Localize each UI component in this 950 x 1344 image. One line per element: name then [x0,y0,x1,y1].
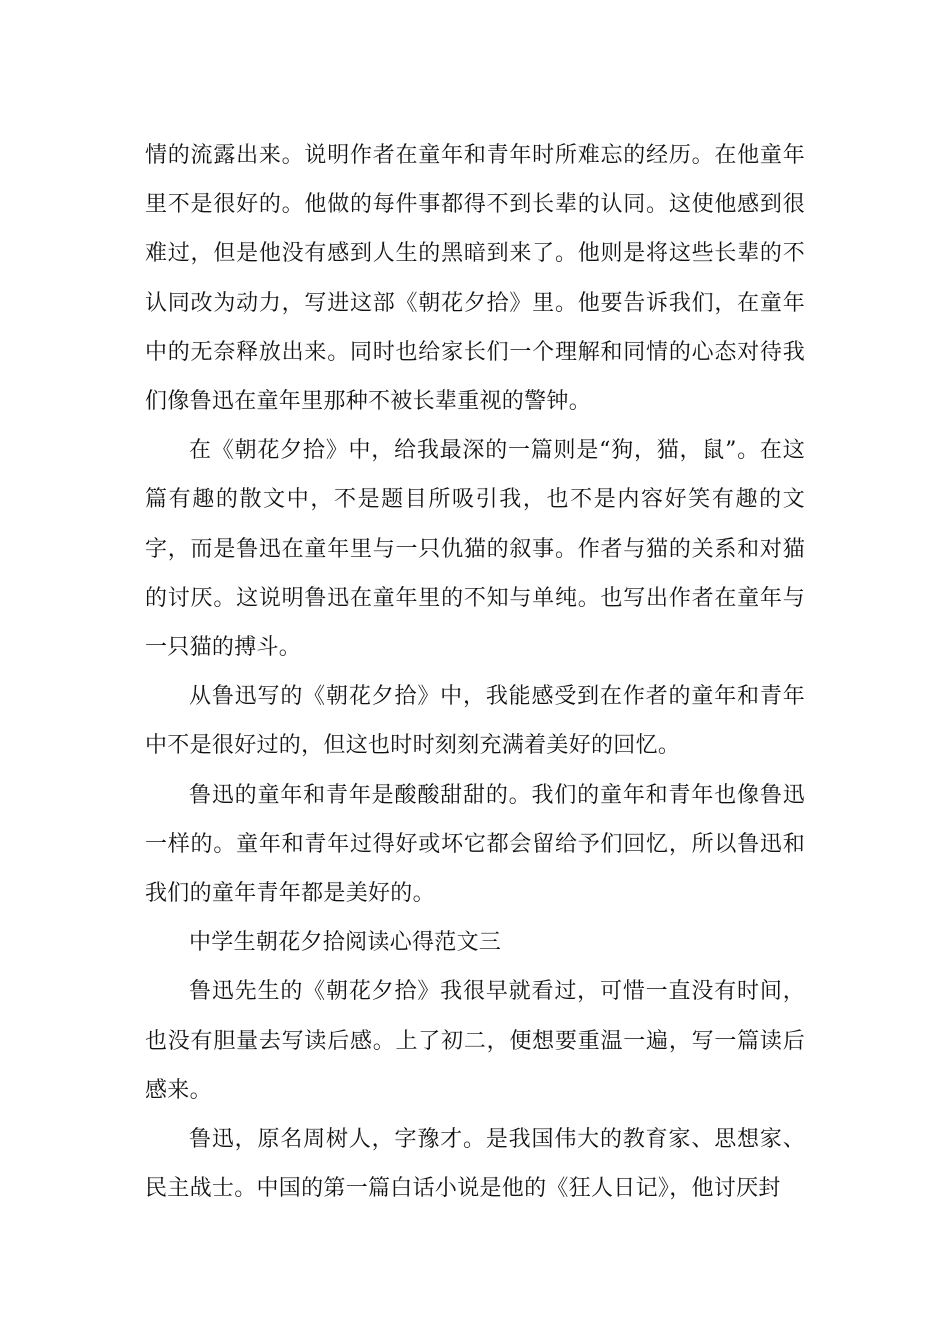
document-body [145,131,805,1213]
section-heading: 中学生朝花夕拾阅读心得范文三 [189,930,502,956]
paragraph-6: 鲁迅，原名周树人，字豫才。是我国伟大的教育家、思想家、民主战士。中国的第一篇白话小说是他的《狂人日记》，他讨厌封 [145,1127,805,1202]
paragraph-4: 鲁迅的童年和青年是酸酸甜甜的。我们的童年和青年也像鲁迅一样的。童年和青年过得好或坏它都会留给予们回忆，所以鲁迅和我们的童年青年都是美好的。 [145,782,805,907]
paragraph-3: 从鲁迅写的《朝花夕拾》中，我能感受到在作者的童年和青年中不是很好过的，但这也时时刻刻充满着美好的回忆。 [145,684,805,759]
paragraph-1: 情的流露出来。说明作者在童年和青年时所难忘的经历。在他童年里不是很好的。他做的每件事都得不到长辈的认同。这使他感到很难过，但是他没有感到人生的黑暗到来了。他则是将这些长辈的不认同改为动力，写进这部《朝花夕拾》里。他要告诉我们，在童年中的无奈释放出来。同时也给家长们一个理解和同情的心态对待我们像鲁迅在童年里那种不被长辈重视的警钟。 [145,143,805,415]
paragraph-2: 在《朝花夕拾》中，给我最深的一篇则是“狗，猫，鼠”。在这篇有趣的散文中，不是题目所吸引我，也不是内容好笑有趣的文字，而是鲁迅在童年里与一只仇猫的叙事。作者与猫的关系和对猫的讨厌。这说明鲁迅在童年里的不知与单纯。也写出作者在童年与一只猫的搏斗。 [145,438,805,661]
paragraph-5: 鲁迅先生的《朝花夕拾》我很早就看过，可惜一直没有时间，也没有胆量去写读后感。上了初二，便想要重温一遍，写一篇读后感来。 [145,979,805,1103]
